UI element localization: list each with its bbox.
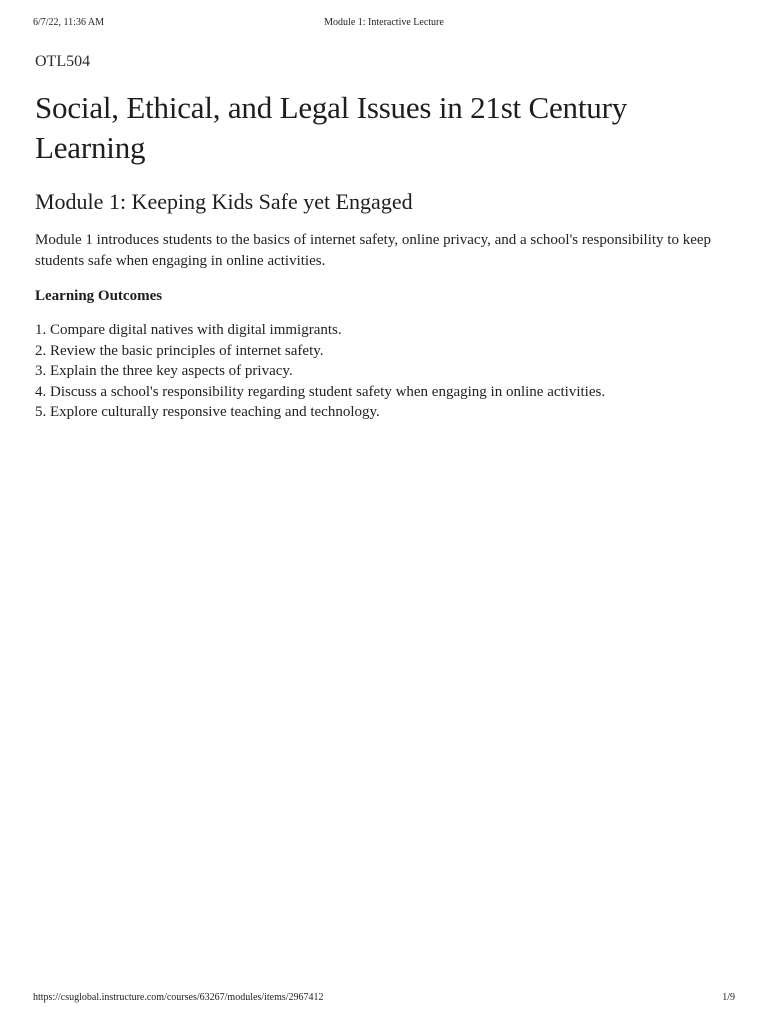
print-doc-title: Module 1: Interactive Lecture [324,17,444,28]
course-code: OTL504 [35,53,91,70]
print-url: https://csuglobal.instructure.com/courses/63267/modules/items/2967412 [33,992,324,1003]
print-footer [33,992,735,1006]
learning-outcome-item: 4. Discuss a school's responsibility regarding student safety when engaging in online activities. [35,383,606,400]
page-title: Social, Ethical, and Legal Issues in 21st Century Learning [35,90,627,165]
module-title: Module 1: Keeping Kids Safe yet Engaged [35,189,413,214]
learning-outcome-item: 3. Explain the three key aspects of privacy. [35,363,293,379]
print-datetime: 6/7/22, 11:36 AM [33,17,105,28]
module-intro: Module 1 introduces students to the basics of internet safety, online privacy, and a school's responsibility to keep students safe when engaging in online activities. [35,232,712,269]
learning-outcome-item: 5. Explore culturally responsive teaching and technology. [35,404,380,420]
learning-outcome-item: 2. Review the basic principles of internet safety. [35,342,324,359]
learning-outcomes-list [35,320,735,423]
print-header [33,17,735,31]
learning-outcome-item: 1. Compare digital natives with digital immigrants. [35,322,342,338]
page-content [35,50,735,423]
print-page-number: 1/9 [722,992,735,1003]
learning-outcomes-heading: Learning Outcomes [35,288,163,304]
